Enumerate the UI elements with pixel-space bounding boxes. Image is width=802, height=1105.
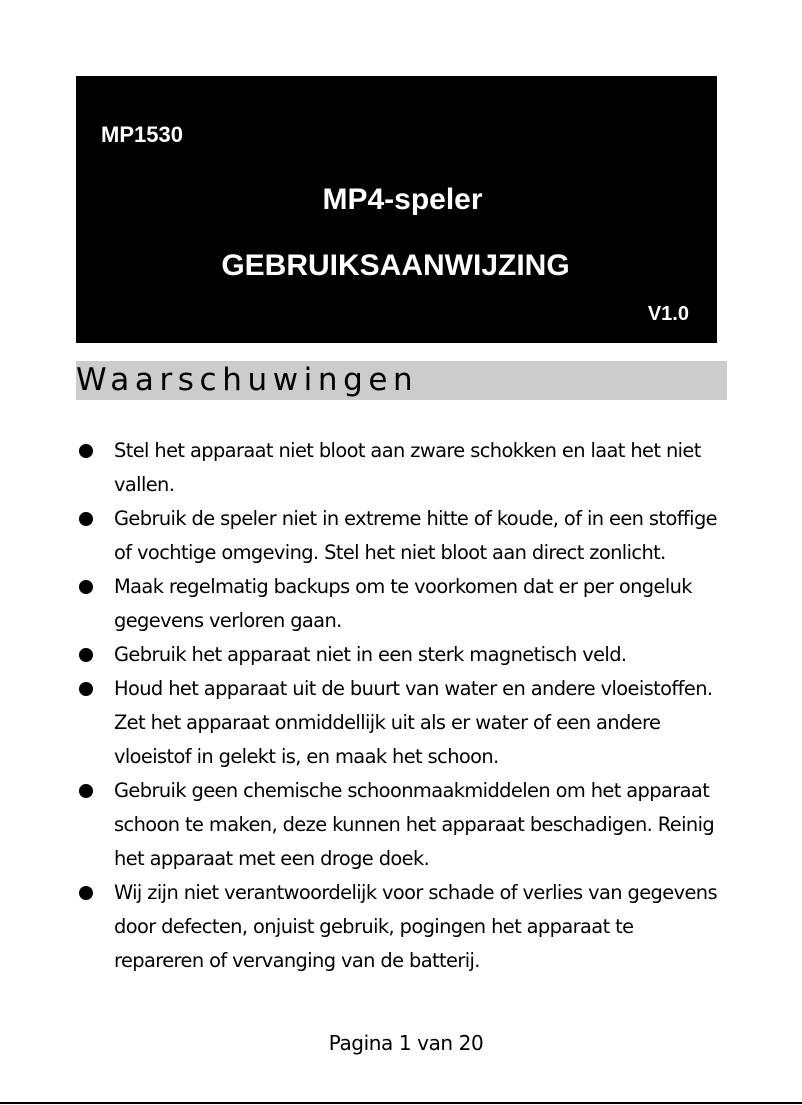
bullet-icon (79, 648, 93, 662)
list-item (76, 638, 736, 672)
manual-title: GEBRUIKSAANWIJZING (221, 249, 570, 282)
list-item (76, 672, 736, 774)
warning-text: Houd het apparaat uit de buurt van water en andere vloeistoffen. Zet het apparaat onmiddellijk uit als er water of een andere vloeistof in gelekt is, en maak het schoon. (114, 677, 713, 768)
warning-text: Gebruik geen chemische schoonmaakmiddelen om het apparaat schoon te maken, deze kunnen het apparaat beschadigen. Reinig het apparaat met een droge doek. (114, 779, 715, 870)
list-item (76, 434, 736, 502)
list-item (76, 774, 736, 876)
bullet-icon (79, 682, 93, 696)
section-title: Waarschuwingen (76, 362, 419, 398)
warning-text: Wij zijn niet verantwoordelijk voor schade of verlies van gegevens door defecten, onjuist gebruik, pogingen het apparaat te repareren of vervanging van de batterij. (114, 881, 717, 972)
list-item (76, 570, 736, 638)
warning-text: Maak regelmatig backups om te voorkomen dat er per ongeluk gegevens verloren gaan. (114, 575, 692, 632)
page-divider (0, 1102, 802, 1104)
warnings-list (76, 434, 736, 978)
bullet-icon (79, 784, 93, 798)
list-item (76, 876, 736, 978)
bullet-icon (79, 444, 93, 458)
model-number: MP1530 (101, 122, 183, 147)
warning-text: Stel het apparaat niet bloot aan zware schokken en laat het niet vallen. (114, 439, 701, 496)
warning-text: Gebruik de speler niet in extreme hitte of koude, of in een stoffige of vochtige omgeving. Stel het niet bloot aan direct zonlicht. (114, 507, 717, 564)
warning-text: Gebruik het apparaat niet in een sterk magnetisch veld. (114, 643, 627, 666)
list-item (76, 502, 736, 570)
version-label: V1.0 (647, 303, 689, 325)
bullet-icon (79, 580, 93, 594)
product-name: MP4-speler (322, 183, 483, 216)
section-header (76, 361, 727, 400)
page-number: Pagina 1 van 20 (328, 1031, 484, 1055)
bullet-icon (79, 886, 93, 900)
cover-block (76, 76, 717, 343)
bullet-icon (79, 512, 93, 526)
